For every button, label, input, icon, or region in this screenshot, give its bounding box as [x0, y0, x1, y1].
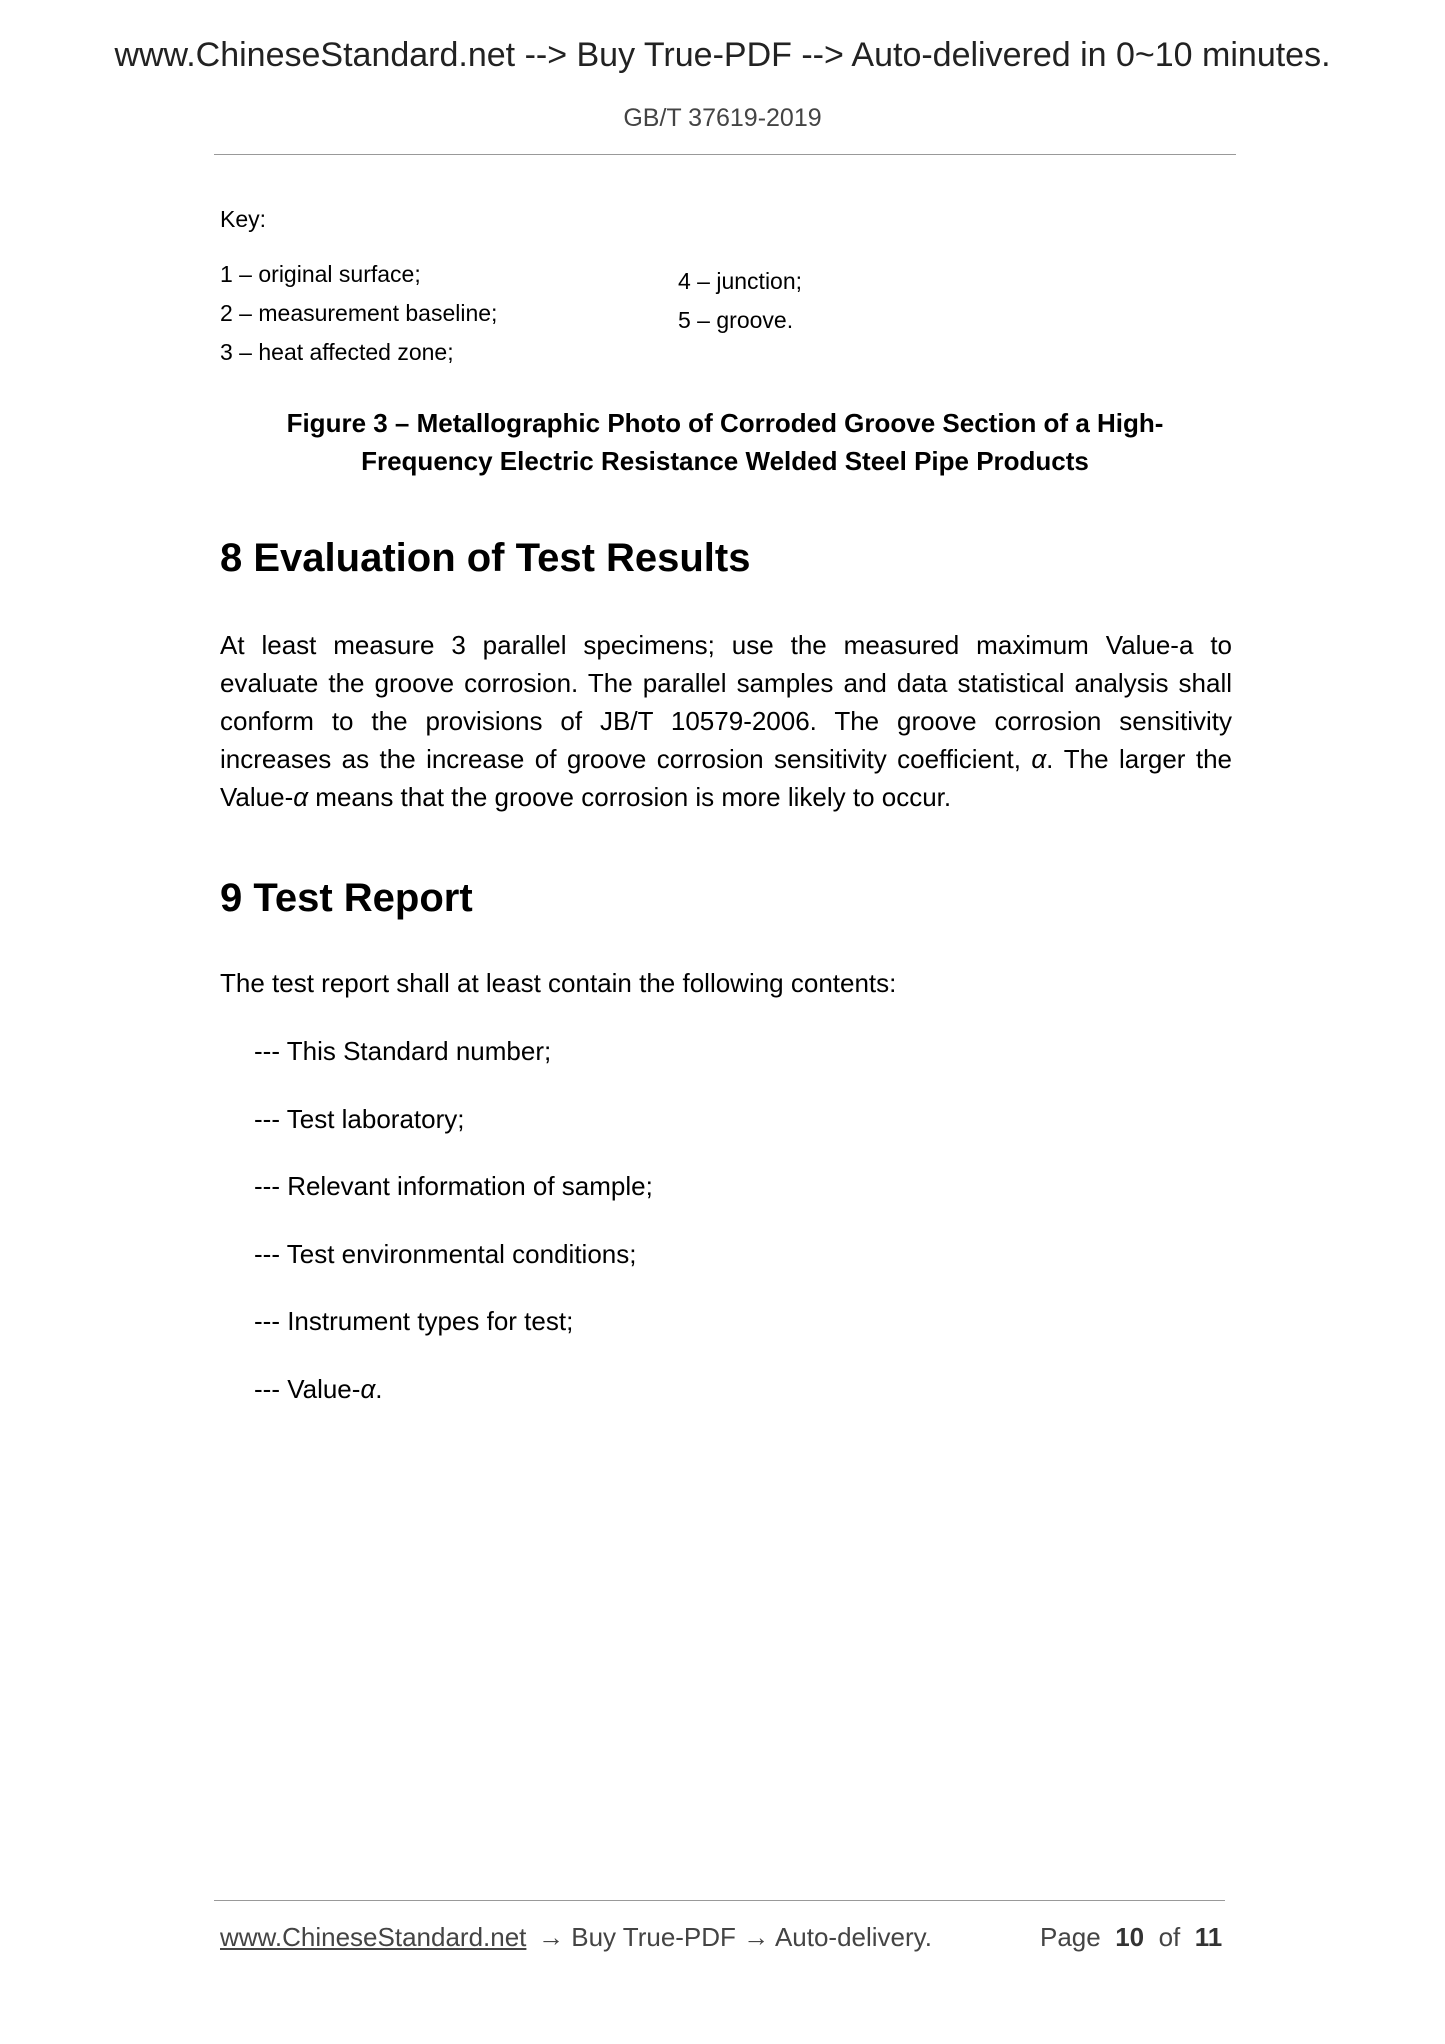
of-label: of	[1158, 1922, 1181, 1952]
report-item-period: .	[375, 1374, 383, 1404]
report-item: --- Instrument types for test;	[254, 1306, 574, 1336]
report-item: --- This Standard number;	[254, 1036, 552, 1066]
key-item-1: 1 – original surface;	[220, 261, 421, 287]
header-divider	[214, 154, 1236, 155]
alpha-symbol: α	[1031, 744, 1047, 774]
paragraph-line-5-a: Value-	[220, 782, 294, 812]
footer-divider	[214, 1900, 1225, 1901]
key-item-5: 5 – groove.	[678, 307, 794, 333]
top-banner: www.ChineseStandard.net --> Buy True-PDF --> Auto-delivered in 0~10 minutes.	[114, 36, 1331, 74]
paragraph-line-4-b: . The larger the	[1046, 744, 1232, 774]
key-item-3: 3 – heat affected zone;	[220, 339, 454, 365]
page-number: 10	[1115, 1922, 1145, 1952]
report-item: --- Test laboratory;	[254, 1104, 465, 1134]
report-item-text: --- Value-	[254, 1374, 361, 1404]
report-item	[254, 1374, 383, 1405]
paragraph-line-3: conform to the provisions of JB/T 10579-2006. The groove corrosion sensitivity	[220, 706, 1232, 736]
figure-caption-line-2: Frequency Electric Resistance Welded Steel Pipe Products	[361, 446, 1089, 476]
paragraph-line-5-b: means that the groove corrosion is more likely to occur.	[308, 782, 952, 812]
paragraph-line-4-a: increases as the increase of groove corrosion sensitivity coefficient,	[220, 744, 1032, 774]
section-9-heading: 9 Test Report	[220, 876, 473, 920]
page-total: 11	[1194, 1922, 1223, 1952]
alpha-symbol: α	[360, 1374, 376, 1404]
report-item: --- Test environmental conditions;	[254, 1239, 637, 1269]
footer-site-link[interactable]: www.ChineseStandard.net	[220, 1922, 527, 1952]
standard-id: GB/T 37619-2019	[623, 104, 822, 132]
report-item: --- Relevant information of sample;	[254, 1171, 653, 1201]
key-title: Key:	[220, 206, 267, 232]
figure-caption	[214, 404, 1236, 480]
section-8-heading: 8 Evaluation of Test Results	[220, 536, 751, 580]
key-item-2: 2 – measurement baseline;	[220, 300, 498, 326]
key-item-4: 4 – junction;	[678, 268, 803, 294]
figure-caption-line-1: Figure 3 – Metallographic Photo of Corroded Groove Section of a High-	[286, 408, 1164, 438]
paragraph-line-5	[220, 778, 1232, 816]
paragraph-line-1: At least measure 3 parallel specimens; use the measured maximum Value-a to	[220, 630, 1232, 660]
paragraph-line-4	[220, 740, 1232, 778]
section-9-intro: The test report shall at least contain the following contents:	[220, 968, 897, 998]
page-indicator	[1040, 1922, 1222, 1953]
page-label: Page	[1040, 1922, 1101, 1952]
section-8-paragraph	[220, 626, 1232, 816]
alpha-symbol: α	[293, 782, 309, 812]
footer-tagline: → Buy True-PDF → Auto-delivery.	[538, 1922, 932, 1952]
paragraph-line-2: evaluate the groove corrosion. The parallel samples and data statistical analysis shall	[220, 668, 1232, 698]
